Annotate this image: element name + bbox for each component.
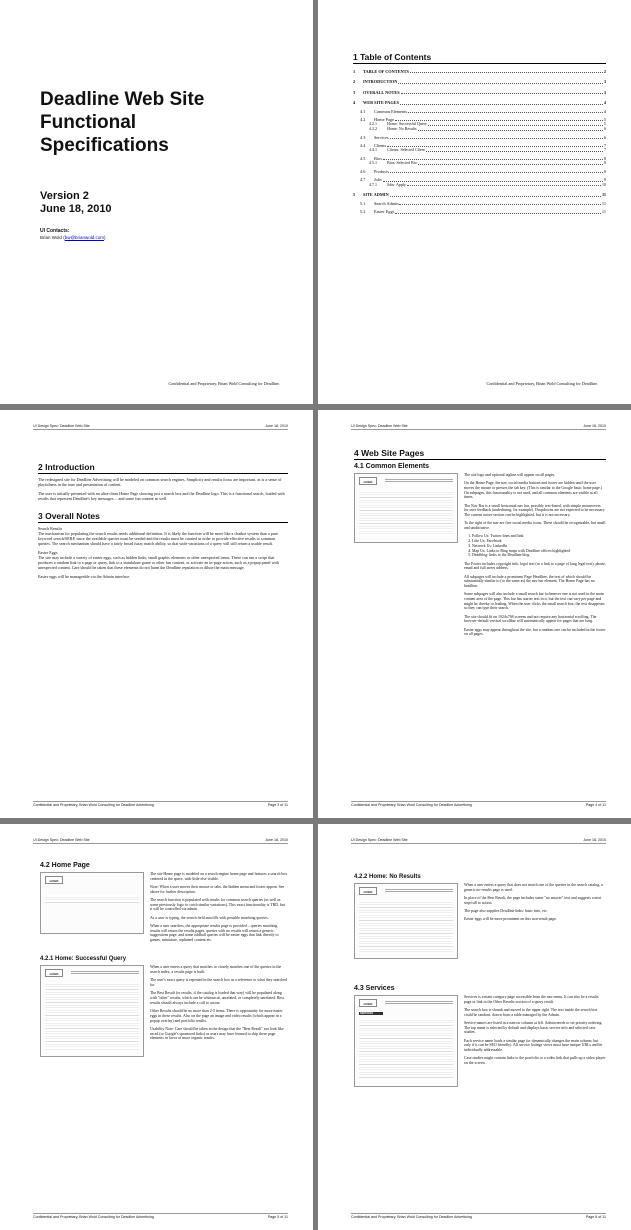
toc-leader [390, 196, 601, 197]
running-footer-text: Confidential and Proprietary, Brian Wold Consulting for Deadline Advertising [351, 803, 472, 807]
toc-entry[interactable] [353, 183, 606, 188]
toc-entry[interactable] [353, 127, 606, 132]
page-3-body [38, 462, 288, 583]
successful-query-text [150, 965, 288, 1057]
running-header-left: UI Design Spec: Deadline Web Site [351, 838, 408, 842]
wireframe-nav [71, 971, 139, 974]
services-wireframe [354, 995, 458, 1087]
ui-contact-email-link[interactable]: bw@brianwold.com [64, 235, 105, 240]
toc-heading: 1 Table of Contents [353, 52, 606, 64]
toc-entry-text: Products [374, 169, 390, 175]
toc-entry-number: 4.2.2 [369, 126, 377, 132]
toc-entry-text: TABLE OF CONTENTS [363, 69, 409, 74]
toc-entry-text: Jobs [374, 177, 382, 183]
search-results-paragraph: The mechanism for populating the search results needs additional definition. It is likely the function will be more like a chatbot system than a pure keyword search/SERP, since the available queries must be seeded and the results must be curated in order to provide effective results to common queries. The search mechanism should have a fairly broad fuzzy match ability, so that wide variations of a query will still return a usable result. [38, 531, 278, 546]
paragraph: The site logo and optional tagline will appear on all pages. [464, 473, 556, 477]
toc-entry-number: 4.7.1 [369, 181, 377, 187]
running-header [351, 838, 606, 844]
toc-leader [418, 164, 603, 165]
list-item: 4. Map Us: Links to Bing maps with Deadline offices highlighted [472, 549, 606, 554]
wireframe-logo: LOGO [45, 969, 63, 977]
version-date: June 18, 2010 [40, 203, 112, 215]
toc-entry-number: 1 [353, 69, 356, 74]
paragraph: The site Home page is modeled on a search engine home page and features a search box centered in the space, with little else visible. [150, 872, 288, 881]
wireframe-content [359, 900, 453, 952]
running-footer [351, 1213, 606, 1219]
page-5-body [40, 860, 288, 1057]
services-heading: 4.3 Services [354, 985, 395, 992]
toc-page-number: 8 [603, 156, 606, 162]
paragraph: Service names are listed in a narrow column at left. Admin needs to set priority ordering. The top name is selected by default and displays basic service info and selected case studies. [464, 1021, 603, 1035]
wireframe-logo: LOGO [45, 876, 63, 884]
paragraph: Case studies might contain links to the portfolio or a video link that pulls up a video player on the screen. [464, 1056, 606, 1066]
toc-page-number: 3 [603, 79, 606, 85]
page-6 [318, 824, 631, 1230]
easter-eggs-label: Easter Eggs [38, 550, 58, 555]
home-page-heading: 4.2 Home Page [40, 862, 90, 869]
toc-leader [390, 172, 603, 173]
toc-leader [398, 83, 602, 84]
toc-entry-number: 4 [353, 100, 356, 106]
paragraph: Easter eggs may appear throughout the site, but a random one can be included in the footer on all pages. [464, 627, 606, 637]
toc-entry[interactable] [353, 192, 606, 197]
common-elements-text [464, 473, 606, 641]
running-footer [33, 1213, 288, 1219]
toc-entry-text: SITE ADMIN [363, 192, 389, 198]
toc-entry-text: Clients: Selected Client [387, 147, 425, 153]
paragraph: Services is a main category page accessible from the nav menu. It can also be a results page or link in the Other Results section of a query result. [464, 995, 599, 1004]
no-results-wireframe [354, 883, 458, 959]
page-number: Page 4 of 11 [585, 803, 606, 807]
services-text [464, 995, 606, 1087]
toc-page-number: 9 [603, 169, 606, 175]
notes-heading: 3 Overall Notes [38, 511, 288, 523]
paragraph: When a user enters a query that does not match one of the queries in the search catalog, a generic no-results page is used. [464, 883, 603, 892]
search-results-label: Search Results [38, 526, 63, 531]
toc-page-number: 3 [603, 89, 606, 95]
web-site-pages-heading: 4 Web Site Pages [354, 448, 606, 460]
paragraph: The Best Result (or results, if the catalog is loaded that way) will be populated along with "other" results, which can be whimsical, unrelated, or completely unrelated. Best results should always include a call to action. [150, 991, 284, 1005]
ui-contact: Brian Wold (bw@brianwold.com) [40, 235, 106, 240]
toc-leader [401, 93, 603, 94]
successful-query-heading: 4.2.1 Home: Successful Query [40, 956, 127, 963]
running-header-right: June 18, 2010 [583, 424, 606, 428]
page-4 [318, 410, 631, 818]
paragraph: Some subpages will also include a small search bar (whenever one is not used in the main content area of the page. This bar has starter text in it, but the text can vary per page and might be cheeky or leading. When the user clicks the small search box, the text disappears so they can type their search. [464, 592, 605, 611]
toc-leader [400, 104, 603, 105]
toc-entry-text: Jobs: Apply [387, 181, 407, 187]
toc-entry[interactable] [353, 90, 606, 95]
paragraph: The Nav Bar is a small horizontal nav bar, possibly text-based, with simple mouseovers for user feedback (underlining, for example). Dropdowns are not expected to be necessary. The current active section can be highlighted, but it is not necessary. [464, 503, 606, 518]
running-footer [33, 801, 288, 807]
running-header [351, 424, 606, 430]
no-results-text [464, 883, 606, 959]
page-6-body [354, 872, 606, 1087]
paragraph: In place of the Best Result, the page includes some "no answer" text and suggests a next step/call to action. [464, 896, 602, 905]
toc-page-number: 4 [603, 100, 606, 106]
toc-page-number: 2 [603, 69, 606, 74]
toc-entry-text: Easter Eggs [374, 209, 395, 215]
toc-entry[interactable] [353, 148, 606, 153]
list-item: 3. Network Us: LinkedIn [472, 544, 606, 549]
toc-entry-number: 4.1 [360, 108, 366, 114]
toc-entry-number: 5 [353, 192, 356, 198]
toc-page-number: 11 [601, 209, 606, 215]
version-label: Version 2 [40, 190, 89, 202]
toc-entry-text: Bios: Selected Bio [387, 160, 417, 166]
wireframe-services-bar: SERVICES [359, 1012, 383, 1015]
toc-page-number: 8 [604, 160, 606, 166]
successful-query-wireframe [40, 965, 144, 1057]
toc-list [353, 69, 606, 215]
home-page-text [150, 872, 288, 946]
paragraph: As a user is typing, the search field autofills with possible matching queries. [150, 915, 269, 920]
easter-eggs-paragraph: Easter eggs will be manageable via the Admin interface. [38, 574, 131, 579]
toc-entry-text: Clients [374, 143, 387, 149]
paragraph: All subpages will include a prominent Page Headline, the text of which should be substantially similar to (or the same as) the nav bar element. The Home Page has no headline. [464, 574, 595, 588]
running-header-left: UI Design Spec: Deadline Web Site [33, 424, 90, 428]
cover-page [0, 0, 313, 404]
running-header-left: UI Design Spec: Deadline Web Site [351, 424, 408, 428]
paragraph: The Footer includes copyright info, legal text (or a link to a page of long legal text), phone, email and full street address. [464, 561, 606, 571]
toc-entry-number: 4.4 [360, 143, 366, 149]
page-number: Page 5 of 11 [267, 1215, 288, 1219]
toc-entry-number: 4.4.1 [369, 147, 377, 153]
toc-entry-number: 4.3 [360, 134, 366, 140]
toc-page-number: 6 [603, 134, 606, 140]
list-item: 1. Follow Us: Twitter lines and link [472, 534, 606, 539]
paragraph: The user's exact query is repeated in the search box as a reference to what they searched for. [150, 978, 288, 988]
toc-leader [418, 130, 603, 131]
toc-page-number: 5 [603, 117, 606, 123]
toc-entry[interactable] [353, 109, 606, 114]
toc-entry-text: Common Elements [374, 108, 408, 114]
wireframe-logo: LOGO [359, 477, 377, 485]
toc-entry-text: Home: Successful Query [387, 121, 427, 127]
wireframe-content [359, 490, 453, 536]
running-header [33, 838, 288, 844]
toc-entry[interactable] [353, 100, 606, 105]
toc-leader [399, 204, 600, 205]
toc-entry[interactable] [353, 135, 606, 140]
wireframe-results [45, 982, 139, 1050]
paragraph: The page also supplies Deadline links: basic info, etc. [464, 909, 548, 913]
running-header-right: June 18, 2010 [265, 838, 288, 842]
wireframe-logo: LOGO [359, 999, 377, 1007]
wireframe-nav [385, 479, 453, 482]
toc-page-number: 7 [604, 147, 606, 153]
toc-entry-text: INTRODUCTION [363, 79, 398, 85]
toc-entry-number: 4.2 [360, 117, 366, 123]
toc-page-number: 9 [603, 177, 606, 183]
cover-footer: Confidential and Proprietary, Brian Wold Consulting for Deadline. [168, 381, 280, 386]
running-header-right: June 18, 2010 [583, 838, 606, 842]
page-5 [0, 824, 313, 1230]
running-header-right: June 18, 2010 [265, 424, 288, 428]
page-number: Page 3 of 11 [267, 803, 288, 807]
list-item: 2. Like Us: Facebook [472, 539, 606, 544]
common-elements-heading: 4.1 Common Elements [354, 463, 430, 470]
intro-paragraph: The redesigned site for Deadline Advertising will be modeled on common search engines. Simplicity and results focus are important, as is a sense of playfulness in the tone and presentation of content. [38, 477, 282, 487]
wireframe-nav [385, 889, 453, 892]
running-header-left: UI Design Spec: Deadline Web Site [33, 838, 90, 842]
toc-leader [408, 112, 603, 113]
toc-leader [383, 181, 603, 182]
toc-page-number: 5 [604, 121, 606, 127]
toc-leader [390, 138, 603, 139]
paragraph: When a user enters a query that matches or closely matches one of the queries in the search index, a results page is built. [150, 965, 282, 975]
page-number: Page 6 of 11 [585, 1215, 606, 1219]
toc-leader [410, 72, 603, 73]
toc-entry-number: 2 [353, 79, 356, 85]
home-page-wireframe [40, 872, 144, 934]
document-title: Deadline Web Site Functional Specifications [40, 89, 205, 156]
paragraph: When a user searches, the appropriate results page is provided – queries matching results will return the results pages, queries with no results will return a generic suggestions page, and some oddball queries will be easter eggs that link directly to games, miniature, orphaned content etc. [150, 924, 279, 943]
paragraph: The search function is populated with results for common search queries (as well as some previously logic to catch similar variations). This exact functionality is TBD, but it will be controlled via admin. [150, 898, 285, 912]
common-elements-wireframe [354, 473, 458, 543]
toc-entry[interactable] [353, 201, 606, 206]
toc-leader [395, 213, 600, 214]
paragraph: The site should fit on 1024x768 screens and not require any horizontal scrolling. The browser-default vertical scrollbar will automatically appear for pages that are long. [464, 614, 597, 624]
toc-entry-number: 3 [353, 89, 356, 95]
toc-page-number: 6 [604, 126, 606, 132]
running-footer-text: Confidential and Proprietary, Brian Wold Consulting for Deadline Advertising [33, 803, 154, 807]
easter-eggs-paragraph: The site may include a variety of easter eggs, such as hidden links, small graphic elements or other unexpected items. These can run a script that produces a random link to a page or query, link to a standalone game or other fun content, or activate an in-page action, such as a popup panel with unexpected content. Care should be taken that these elements do not harm the Deadline reputation or dilute the main message. [38, 555, 279, 570]
paragraph: On the Home Page, the nav, social media buttons and footer are hidden until the user moves the mouse or presses the tab key. (This is similar to the Google basic home page.) On subpages, this functionality is not used, and all common elements are visible at all times. [464, 481, 603, 500]
intro-heading: 2 Introduction [38, 462, 288, 474]
paragraph: Easter eggs will be more prominent on this non-result page. [464, 917, 557, 922]
toc-page [318, 0, 631, 404]
toc-page-number: 4 [603, 108, 606, 114]
toc-leader [407, 185, 601, 186]
ui-contact-name: Brian Wold [40, 235, 62, 240]
paragraph: Each service name loads a similar page (or dynamically changes the main column, but only if it can be SEO friendly). All service listings views must have unique URLs and be individually addressable. [464, 1038, 603, 1053]
toc-page-number: 11 [601, 192, 606, 198]
toc-entry-text: Services [374, 134, 389, 140]
toc-entry-number: 4.5 [360, 156, 366, 162]
paragraph: The search box is shrunk and moved to the upper right. The text inside the search box could be random, drawn from a table managed by the Admin. [464, 1008, 598, 1017]
toc-page-number: 10 [602, 181, 606, 187]
toc-entry-text: Bios [374, 156, 382, 162]
list-item: 5. Deadblog: links to the Deadline blog [472, 553, 606, 558]
paragraph: To the right of the nav are five social media icons. These should be recognizable, but small and unobtrusive. [464, 521, 606, 531]
toc-entry[interactable] [353, 69, 606, 74]
social-list [472, 534, 606, 558]
toc-entry[interactable] [353, 79, 606, 84]
toc-entry-text: Home Page [374, 117, 394, 123]
toc-leader [428, 125, 603, 126]
toc-footer: Confidential and Proprietary, Brian Wold Consulting for Deadline. [486, 381, 598, 386]
toc-entry-number: 4.6 [360, 169, 366, 175]
toc-leader [426, 151, 603, 152]
wireframe-nav [385, 1001, 453, 1004]
toc-entry-text: WEB SITE PAGES [363, 100, 399, 106]
toc-entry-number: 5.1 [360, 200, 366, 206]
paragraph: Note: When a user moves their mouse or tabs, the hidden menu and footer appear. See above for further description. [150, 885, 285, 894]
running-header [33, 424, 288, 430]
toc-entry-number: 4.5.1 [369, 160, 377, 166]
toc-entry[interactable] [353, 161, 606, 166]
wireframe-search [45, 895, 139, 903]
running-footer-text: Confidential and Proprietary, Brian Wold Consulting for Deadline Advertising [33, 1215, 154, 1219]
paragraph: Usability Note: Care should be taken in the design that the "Best Result" not look like an ad (or Google's sponsored links) as users may have learned to skip these page elements in favor of more organic results. [150, 1026, 284, 1041]
running-footer [351, 801, 606, 807]
page-3 [0, 410, 313, 818]
toc-entry-number: 4.7 [360, 177, 366, 183]
paragraph: Other Results should be no more than 2-5 items. There is opportunity for more easter eggs in these results. Also on the page an image and video results (which appear in a popup overlay) and portfolio results. [150, 1009, 283, 1023]
version-block [40, 190, 112, 216]
toc-entry-number: 5.2 [360, 209, 366, 215]
toc-entry[interactable] [353, 209, 606, 214]
toc-page-number: 7 [603, 143, 606, 149]
table-of-contents [353, 52, 606, 215]
ui-contacts-label: UI Contacts: [40, 228, 70, 234]
toc-entry-text: Home: No Results [387, 126, 417, 132]
toc-entry-text: Search Admin [374, 200, 399, 206]
toc-page-number: 11 [601, 200, 606, 206]
wireframe-content [359, 1018, 453, 1080]
no-results-heading: 4.2.2 Home: No Results [354, 874, 421, 880]
toc-entry[interactable] [353, 169, 606, 174]
toc-entry-number: 4.2.1 [369, 121, 377, 127]
intro-paragraph: The user is initially presented with an ultra-clean Home Page showing just a search box and the Deadline logo. This is a functional search, loaded with results that represent Deadline's key messages… and some fun content as well. [38, 491, 285, 501]
wireframe-logo: LOGO [359, 887, 377, 895]
running-footer-text: Confidential and Proprietary, Brian Wold Consulting for Deadline Advertising [351, 1215, 472, 1219]
toc-entry-text: OVERALL NOTES [363, 89, 400, 95]
page-4-body [354, 448, 606, 641]
